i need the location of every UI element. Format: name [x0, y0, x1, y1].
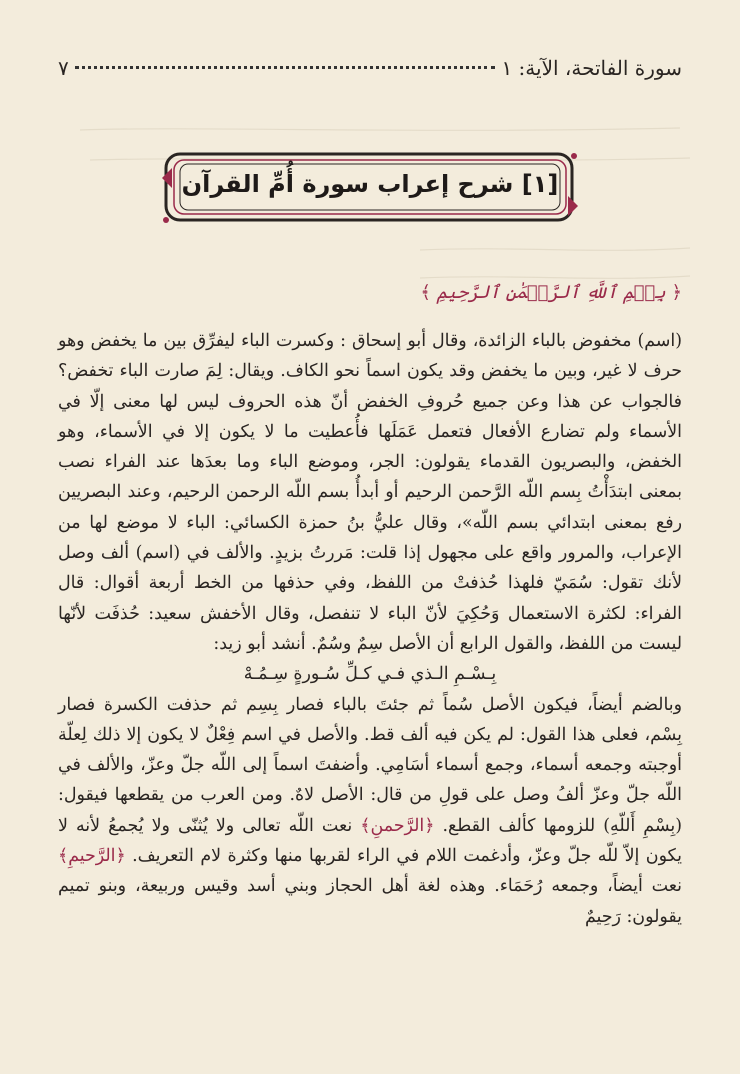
poem-verse: بِـسْـمِ الـذي فـي كـلِّ سُـورةٍ سِـمُـهْ [243, 664, 497, 685]
running-header [58, 56, 682, 86]
ornate-bracket-close: ﴾ [420, 282, 431, 303]
page-number: ٧ [58, 56, 69, 80]
paragraph-2-part-c: نعت أيضاً، وجمعه رُحَمَاء. وهذه لغة أهل الحجاز وبني أسد وقيس وربيعة، وبنو تميم يقولون: رَحِيمٌ [58, 876, 682, 927]
running-title: سورة الفاتحة، الآية: ١ [501, 56, 682, 80]
paragraph-2 [58, 690, 682, 932]
commentary-body [58, 326, 682, 932]
quran-word-rahim: ﴿الرَّحيمِ﴾ [58, 846, 126, 867]
paragraph-1: (اسم) مخفوض بالباء الزائدة، وقال أبو إسحاق : وكسرت الباء ليفرِّق بين ما يخفض وهو حرف لا غير، وبين ما يخفض وقد يكون اسماً نحو الكاف. ويقال: لِمَ صارت الباء تخفض؟ فالجواب عن هذا وعن جميع حُروفِ الخفض أنّ هذه الحروف ليس لها معنى إلّا في الأسماء ولم تضارع الأفعال فتعمل عَمَلَها فأُعطيت ما لا يكون إلا في الأسماء، وهو الخفض، والبصريون القدماء يقولون: الجر، وموضع الباء وما بعدَها عند الفراء نصب بمعنى ابتدَأْتُ بِسم اللّه الرَّحمن الرحيم أو أبدأُ بسم اللّه الرحمن الرحيم، وعند البصريين رفع بمعنى ابتدائي بسم اللّه»، وقال عليُّ بنُ حمزة الكسائي: الباء لا موضع لها من الإعراب، والمرور واقع على مجهول إذا قلت: مَررتُ بزيدٍ. والألف في (اسم) ألف وصل لأنك تقول: سُمَيّ فلهذا حُذفتْ من اللفظ، وفي حذفها من الخط أربعة أقوال: قال الفراء: لكثرة الاستعمال وَحُكِيَ لأنّ الباء لا تنفصل، وقال الأخفش سعيد: حُذفَت لأنّها ليست من اللفظ، والقول الرابع أن الأصل سِمٌ وسُمٌ. أنشد أبو زيد: [58, 331, 682, 654]
basmala [200, 282, 682, 303]
leader-dots [75, 66, 496, 69]
paragraph-2-part-a: وبالضم أيضاً، فيكون الأصل سُماً ثم جئتَ بالباء فصار بِسِم ثم حذفت الكسرة فصار بِسْم، فعلى هذا القول: لم يكن فيه ألف قط. والأصل في اسم فِعْلٌ لا يكون إلا ذلك لِعلّة أوجبته وجمعه أسماء، وجمع أسماء أسَامِي. وأضفتَ اسماً إلى اللّه جلّ وعزّ، والألف في اللّه جلّ وعزّ ألفُ وصل على قولِ من قال: الأصل لاهٌ. ومن العرب من يقطعها فيقول: (بِسْمِ أَللّهِ) للزومها كألف القطع. [58, 694, 683, 836]
basmala-text: بِسۡمِ ٱللَّهِ ٱلرَّحۡمَٰنِ ٱلرَّحِيمِ [436, 282, 666, 303]
chapter-title: [١] شرح إعراب سورة أُمِّ القرآن [181, 170, 559, 198]
paragraph-2-part-b: نعت اللّه تعالى ولا يُثنّى ولا يُجمعُ لأنه لا يكون إلاّ للّه جلّ وعزّ، وأدغمت اللام في الراء لقربها منها وكثرة لام التعريف. [58, 815, 682, 867]
chapter-title-frame [160, 148, 580, 228]
ornate-bracket-open: ﴿ [671, 282, 682, 303]
quran-word-rahman: ﴿الرَّحمنِ﴾ [360, 815, 435, 836]
